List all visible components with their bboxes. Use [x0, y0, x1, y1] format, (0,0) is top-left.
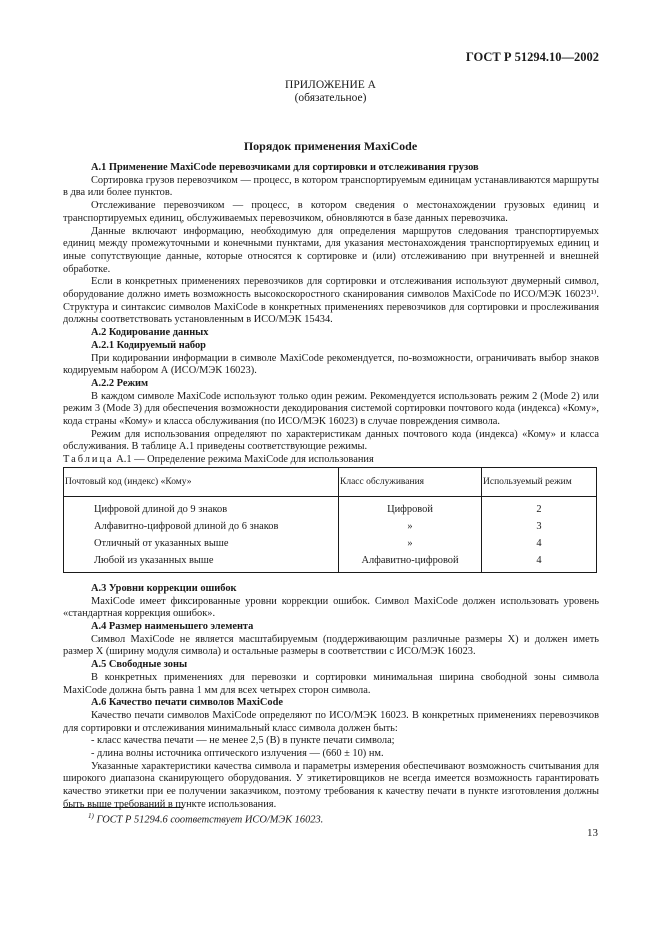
section-heading: А.3 Уровни коррекции ошибок [91, 582, 237, 594]
table-cell: Любой из указанных выше [64, 553, 339, 573]
section-heading: А.4 Размер наименьшего элемента [91, 620, 254, 632]
section-heading: А.6 Качество печати символов MaxiCode [91, 697, 283, 709]
paragraph: Символ MaxiCode не является масштабируемым (поддерживающим различные размеры X) и должен иметь размер X (ширину модуля символа) и остальные размеры в соответствии с ИСО/МЭК 16023. [63, 633, 599, 658]
paragraph: Данные включают информацию, необходимую для определения маршрутов следования транспортируемых единиц между промежуточными и конечными пунктами, для указания местонахождения транспортируемых единиц и иные сопутствующие данные, которые относятся к сортировке и (или) отслеживанию при внутренней и внешней обработке. [63, 225, 599, 275]
table-cell: 4 [482, 536, 597, 553]
section-heading: А.2.1 Кодируемый набор [91, 339, 206, 351]
appendix-subtitle: (обязательное) [294, 92, 367, 104]
document-body [63, 162, 599, 812]
table-header-service-class: Класс обслуживания [339, 467, 482, 496]
table-row [64, 496, 597, 519]
page-number: 13 [587, 827, 598, 839]
table-cell: 3 [482, 519, 597, 536]
appendix-title: ПРИЛОЖЕНИЕ А [285, 79, 376, 91]
paragraphs-after-table [63, 583, 599, 812]
table-cell: Цифровой длиной до 9 знаков [64, 496, 339, 519]
section-heading: А.2.2 Режим [91, 377, 149, 389]
paragraph: - длина волны источника оптического излучения — (660 ± 10) нм. [91, 748, 384, 760]
section-title: Порядок применения MaxiCode [243, 139, 418, 153]
table-header-postal-code: Почтовый код (индекс) «Кому» [64, 467, 339, 496]
table-caption-text: А.1 — Определение режима MaxiCode для использования [116, 454, 374, 466]
standard-header: ГОСТ Р 51294.10—2002 [465, 50, 599, 64]
section-heading: А.1 Применение MaxiCode перевозчиками для сортировки и отслеживания грузов [91, 162, 479, 173]
paragraph: Если в конкретных применениях перевозчиков для сортировки и отслеживания используют двумерный символ, оборудование должно иметь возможность высокоскоростного сканирования символов MaxiCode по ИСО/МЭК 16023¹⁾. Структура и синтаксис символов MaxiCode в конкретных применениях перевозчиков для сортировки и прослеживания должны соответствовать установленным в ИСО/МЭК 15434. [63, 276, 599, 326]
paragraph: Отслеживание перевозчиком — процесс, в котором сведения о местонахождении грузовых единиц и транспортируемых единиц, обслуживаемых перевозчиком, обновляются в базе данных перевозчика. [63, 200, 599, 224]
mode-table [63, 467, 597, 573]
paragraph: Режим для использования определяют по характеристикам данных почтового кода (индекса) «Кому» и класса обслуживания. В таблице А.1 приведены соответствующие режимы. [63, 428, 599, 453]
appendix-heading [0, 79, 661, 105]
paragraph: MaxiCode имеет фиксированные уровни коррекции ошибок. Символ MaxiCode должен использовать уровень «стандартная коррекция ошибок». [63, 595, 599, 620]
footnote-text: ГОСТ Р 51294.6 соответствует ИСО/МЭК 16023. [96, 814, 324, 826]
table-cell: 2 [482, 496, 597, 519]
table-cell: Отличный от указанных выше [64, 536, 339, 553]
footnote-mark: 1) [88, 812, 94, 820]
paragraph: Качество печати символов MaxiCode определяют по ИСО/МЭК 16023. В конкретных применениях перевозчиков для сортировки и отслеживания минимальный класс символа должен быть: [63, 709, 599, 734]
footnote-divider [63, 807, 183, 808]
footnote [88, 812, 323, 825]
table-cell: » [339, 536, 482, 553]
paragraph: - класс качества печати — не менее 2,5 (В) в пункте печати символа; [91, 735, 395, 747]
table-caption [63, 454, 599, 467]
table-cell: Алфавитно-цифровой [339, 553, 482, 573]
paragraphs-before-table [63, 162, 599, 454]
table-caption-prefix: Таблица [63, 454, 114, 466]
paragraph: При кодировании информации в символе MaxiCode рекомендуется, по-возможности, ограничивать выбор знаков кодируемым набором А (ИСО/МЭК 16023). [63, 352, 599, 377]
table-cell: Алфавитно-цифровой длиной до 6 знаков [64, 519, 339, 536]
table-row [64, 519, 597, 536]
paragraph: В каждом символе MaxiCode используют только один режим. Рекомендуется использовать режим 2 (Mode 2) или режим 3 (Mode 3) для обеспечения возможности декодирования системой сортировки почтового кода (индекса) «Кому», кода страны «Кому» и класса обслуживания (по ИСО/МЭК 16023) в случае повреждения символа. [63, 390, 599, 428]
table-row [64, 553, 597, 573]
section-heading: А.2 Кодирование данных [91, 327, 209, 339]
section-heading: А.5 Свободные зоны [91, 659, 188, 671]
table-header-mode: Используемый режим [482, 467, 597, 496]
table-row [64, 536, 597, 553]
table-cell: Цифровой [339, 496, 482, 519]
paragraph: Указанные характеристики качества символа и параметры измерения обеспечивают возможность считывания для широкого диапазона сканирующего оборудования. У этикетировщиков не всегда имеется возможность гарантировать качество этикетки при ее получении заказчиком, поэтому требования к качеству печати в пункте изготовления должны быть выше требований в пункте использования. [63, 760, 599, 810]
table-cell: 4 [482, 553, 597, 573]
table-cell: » [339, 519, 482, 536]
paragraph: Сортировка грузов перевозчиком — процесс, в котором транспортируемым единицам устанавливаются маршруты в два или более пунктов. [63, 174, 599, 199]
paragraph: В конкретных применениях для перевозки и сортировки минимальная ширина свободной зоны символа MaxiCode должна быть равна 1 мм для всех четырех сторон символа. [63, 671, 599, 696]
